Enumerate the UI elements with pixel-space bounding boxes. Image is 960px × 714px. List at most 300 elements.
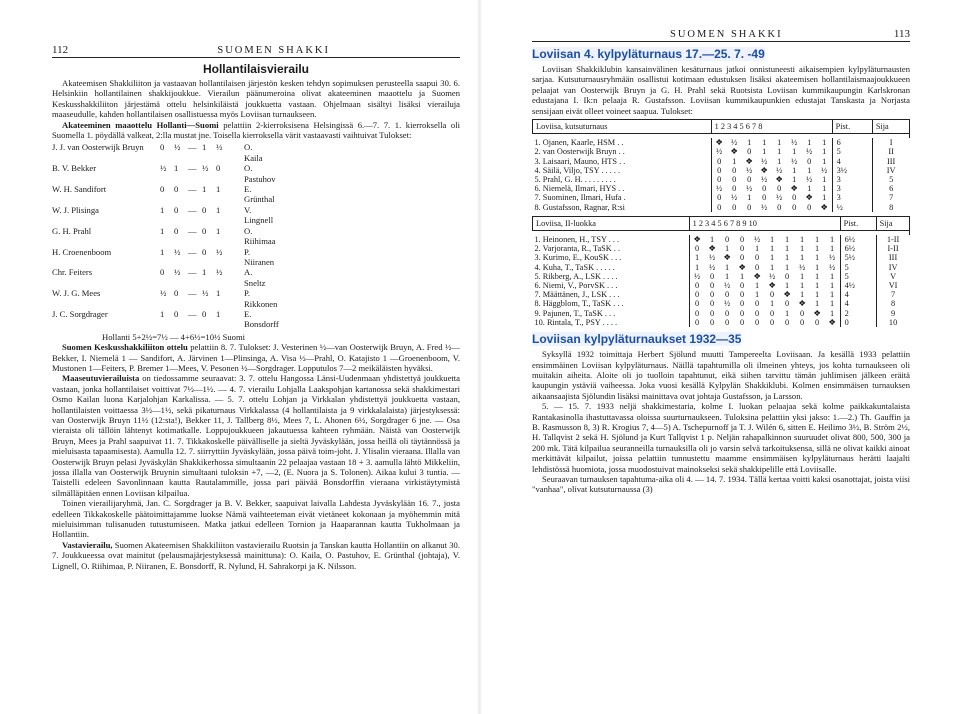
game-score: ½: [821, 165, 828, 175]
crosstable-row: [533, 281, 910, 290]
crosstable-header-rounds: 1 2 3 4 5 6 7 8: [711, 120, 832, 134]
game-score: 0: [755, 308, 760, 318]
game-score: ½: [746, 184, 753, 194]
diagonal-ornament-icon: ❖: [820, 202, 828, 212]
game-score: ½: [753, 235, 761, 245]
game-score: 0: [755, 262, 760, 272]
score-spacer: [230, 247, 244, 268]
game-score: 1: [777, 147, 782, 157]
game-score: 1: [785, 244, 790, 254]
result-score: 1: [202, 184, 207, 195]
result-score: 0: [160, 267, 165, 278]
player-points: 5: [840, 272, 876, 281]
game-score: 0: [732, 175, 737, 185]
result-score: 0: [202, 308, 207, 319]
results-total: Hollanti 5+2½=7½ — 4+6½=10½ Suomi: [102, 331, 246, 342]
result-score: —: [188, 246, 197, 257]
crosstable-row: [533, 290, 910, 299]
game-score: 1: [815, 253, 820, 263]
player-name: 6. Niemi, V., PorvSK . . .: [533, 281, 690, 290]
game-score: 1: [725, 244, 730, 254]
invitation-crosstable: [532, 119, 910, 212]
player-rank: 10: [888, 317, 898, 327]
game-score: 1: [747, 138, 752, 148]
game-score: 1: [800, 244, 805, 254]
result-score: 1: [202, 267, 207, 278]
result-score: ½: [174, 142, 181, 153]
finnish-player: V. Lingnell: [244, 204, 274, 226]
game-score: 1: [747, 193, 752, 203]
result-score: 1: [160, 246, 165, 257]
player-rank: I-II: [887, 244, 899, 254]
game-score: 0: [792, 193, 797, 203]
game-score: 1: [770, 253, 775, 263]
dutch-player: B. V. Bekker: [52, 163, 97, 174]
game-score: 1: [725, 271, 730, 281]
player-points: 3: [832, 193, 872, 202]
game-score: 1: [822, 184, 827, 194]
game-score: 1: [792, 175, 797, 185]
game-score: 1: [785, 262, 790, 272]
left-running-head: [52, 44, 460, 58]
match-lead: Akateeminen maaottelu Hollanti—Suomi: [62, 119, 219, 130]
crosstable-row: [533, 299, 910, 308]
score-spacer: [230, 142, 244, 163]
country-visits-paragraph: [52, 373, 460, 498]
return-visit-text: Suomen Akateemisen Shakkiliiton vastavierailu Ruotsin ja Tanskan kautta Hollantiin on alkanut 30. 7. Joukkueessa ovat mainitut (pelausmajärjestyksessä mainittuna): O. Kaila, O. Pastuhov, E. Grünthal (johtaja), V. Lignell, O. Riihimaa, P. Niiranen, E. Bonsdorff, R. Nylund, H. Sahrakorpi ja K. Nilsson.: [52, 539, 460, 571]
history-paragraph-3: Seuraavan turnauksen tapahtuma-aika oli 4. — 14. 7. 1934. Tällä kertaa voitti kaksi osanottajat, joista viisi "vanhaa", olivat kutsuturnaussa (3): [532, 473, 910, 495]
return-visit-paragraph: [52, 540, 460, 571]
player-rank: I: [889, 138, 893, 148]
result-score: 1: [216, 288, 221, 299]
dutch-player: W. J. G. Mees: [52, 288, 101, 299]
game-score: 0: [755, 253, 760, 263]
crosstable-header-points: Pist.: [832, 120, 872, 134]
result-row: [52, 267, 460, 288]
player-name: 8. Häggblom, T., TaSK . . .: [533, 299, 690, 308]
score-spacer: [230, 163, 244, 184]
finnish-player: A. Sneltz: [244, 267, 266, 288]
game-score: 0: [792, 202, 797, 212]
crosstable-row: [533, 263, 910, 272]
finnish-player: E. Bonsdorff: [244, 308, 279, 330]
result-score: 0: [160, 184, 165, 195]
game-score: 0: [710, 308, 715, 318]
crosstable-row: [533, 175, 910, 184]
history-paragraph-2: 5. — 15. 7. 1933 neljä shakkimestaria, kolme I. luokan pelaajaa sekä kolme paikkakuntalaista Rantakasinolla ihastuttavassa oloissa suurturnaukseen. Tuloksina pelattiin yksi jakso: 1.—2.) Th. Gauffin ja B. Rasmusson 8, 3) R. Krogius 7, 4—5) A. Tschepurnoff ja T. J. Wilén 6, sitten E. Heilimo 3½, B. Ström 2½, H. Tallqvist 2 sekä H. Sjölund ja Kurt Tallqvist 1 p. Neljän rahapalkinnon suuruudet olivat 800, 500, 300 ja 200 mk. Tätä kilpailua seuranneilla turnauksilla oli jo varsin selvä tarkoituksensa, sillä ne olivat kaikki ainoat merkittävät kilpailut, joissa pelattiin tunnustettu maamme ensimmäisen kylpyläturnaus herätti laajalti lehdistössä huomiota, jossa muodostuivat mainokseksi sekä shakkipelille että Loviisalle.: [532, 401, 910, 474]
game-score: ½: [731, 193, 738, 203]
result-score: 1: [202, 142, 207, 153]
game-score: 1: [815, 262, 820, 272]
result-score: ½: [202, 163, 209, 174]
game-score: 0: [695, 290, 700, 300]
diagonal-ornament-icon: ❖: [805, 193, 813, 203]
game-score: 0: [755, 317, 760, 327]
class2-crosstable-wrap: [532, 216, 910, 327]
game-score: 0: [770, 290, 775, 300]
game-score: 0: [770, 317, 775, 327]
score-spacer: [230, 226, 244, 247]
game-score: 1: [822, 193, 827, 203]
crosstable-header-name: Loviisa, II-luokka: [533, 216, 690, 230]
player-name: 1. Heinonen, H., TSY . . .: [533, 235, 690, 244]
right-running-head: [532, 28, 910, 42]
invitation-crosstable-wrap: [532, 119, 910, 212]
game-score: 1: [807, 165, 812, 175]
game-score: 1: [762, 147, 767, 157]
diagonal-ornament-icon: ❖: [693, 235, 701, 245]
player-points: 5: [840, 263, 876, 272]
result-row: [52, 142, 460, 163]
game-score: 0: [747, 147, 752, 157]
game-score: 1: [770, 299, 775, 309]
player-name: 3. Kurimo, E., KouSK . . .: [533, 253, 690, 262]
finnish-player: P. Rikkonen: [244, 288, 278, 309]
player-points: 6½: [840, 235, 876, 244]
history-heading: [532, 332, 910, 346]
game-score: 1: [830, 290, 835, 300]
tournament-intro-paragraph: Loviisan Shakkiklubin kansainvälinen kesäturnaus jatkoi onnistuneesti aikaisempien kylpyläturnausten sarjaa. Kutsuturnausryhmään osallistui kotimaan edustuksen lisäksi akateemisen hollantilaismaajoukkueen pelaajat van Oosterwijk Bruyn ja G. H. Prahl sekä Ruotsista Loviisan kummikaupungin Karlskronan edustajana I. Ik:n pelaaja R. Gustafsson. Loviisan kummikaupunkien edustajat Tanskasta ja Norjasta sensijaan eivät olleet voineet saapua. Tulokset:: [532, 64, 910, 116]
diagonal-ornament-icon: ❖: [828, 317, 836, 327]
finnish-player: O. Riihimaa: [244, 225, 276, 247]
finnish-player: E. Grünthal: [244, 184, 275, 205]
game-score: 0: [725, 235, 730, 245]
game-score: 1: [800, 290, 805, 300]
player-rank: 8: [889, 202, 894, 212]
crosstable-row: [533, 184, 910, 193]
score-spacer: [230, 205, 244, 226]
game-score: ½: [731, 138, 738, 148]
game-score: ½: [828, 262, 836, 272]
game-score: 0: [695, 308, 700, 318]
game-score: 0: [740, 308, 745, 318]
game-score: 1: [777, 138, 782, 148]
game-score: 1: [762, 138, 767, 148]
player-rank: III: [888, 253, 898, 263]
player-name: 2. van Oosterwijk Bruyn . .: [533, 147, 712, 156]
tournament-heading: [532, 47, 910, 61]
dutch-player: J. C. Sorgdrager: [52, 308, 108, 319]
match-text: pelattiin 2-kierroksisena Helsingissä 6.—7. 7. 1. kierroksella oli Suomella 1. pöydällä valkeat, 2:lla mustat jne. Toisella kierroksella värit vastaavasti vaihtuivat Tulokset:: [52, 119, 460, 141]
game-score: 0: [695, 299, 700, 309]
game-score: 0: [732, 202, 737, 212]
crosstable-row: [533, 138, 910, 147]
game-score: ½: [716, 147, 723, 157]
result-row: [52, 226, 460, 247]
result-score: 0: [174, 308, 179, 319]
return-visit-lead: Vastavierailu,: [62, 539, 113, 550]
player-name: 2. Varjoranta, R., TaSK . .: [533, 244, 690, 253]
diagonal-ornament-icon: ❖: [708, 244, 716, 254]
crosstable-header-rounds: 1 2 3 4 5 6 7 8 9 10: [689, 216, 840, 230]
club-match-paragraph: [52, 342, 460, 373]
result-score: 1: [160, 225, 165, 236]
dutch-player: H. Croenenboom: [52, 246, 112, 257]
game-score: 0: [800, 317, 805, 327]
game-score: 0: [807, 156, 812, 166]
diagonal-ornament-icon: ❖: [775, 175, 783, 185]
game-score: ½: [791, 138, 798, 148]
game-score: 0: [725, 290, 730, 300]
game-score: 1: [807, 138, 812, 148]
result-score: —: [188, 288, 197, 299]
game-score: 0: [762, 193, 767, 203]
diagonal-ornament-icon: ❖: [783, 290, 791, 300]
right-page: [480, 0, 960, 714]
crosstable-header-rank: Sija: [872, 120, 909, 134]
game-score: 1: [770, 244, 775, 254]
game-score: 1: [822, 156, 827, 166]
crosstable-row: [533, 309, 910, 318]
game-score: ½: [768, 271, 776, 281]
game-score: 1: [785, 235, 790, 245]
result-row: [52, 309, 460, 330]
player-name: 5. Prahl, G. H. . . . . . . . .: [533, 175, 712, 184]
game-score: 1: [800, 253, 805, 263]
result-score: —: [188, 163, 197, 174]
game-score: 1: [755, 281, 760, 291]
game-score: 0: [785, 317, 790, 327]
history-paragraph-1: Syksyllä 1932 toimittaja Herbert Sjölund muutti Tampereelta Loviisaan. Ja kesällä 1933 pelattiin ensimmäinen Loviisan kylpyläturnaus. Näillä tapahtumilla oli ilmeinen yhteys, jos kohta turnaukseen oli muitakin aiheita. Aloite oli jo tuolloin tapahtunut, eikä siihen tarvittu tämän juhlimisen jälkeen eräitä kaupungin ystäviä vaiheessa. Joka vuosi kesällä Kylpylän Shakkiklubi. Kolmen ensimmäisen turnauksen aikaansaajista Sjölundin lisäksi mainittava ovat johtaja Gustafsson, ja Larsson.: [532, 349, 910, 401]
crosstable-row: [533, 147, 910, 156]
game-score: 0: [717, 165, 722, 175]
player-rank: 6: [889, 184, 894, 194]
game-score: 0: [710, 290, 715, 300]
game-score: 1: [785, 253, 790, 263]
game-score: 0: [740, 299, 745, 309]
diagonal-ornament-icon: ❖: [798, 299, 806, 309]
game-score: 0: [710, 317, 715, 327]
crosstable-row: [533, 166, 910, 175]
second-group-paragraph: Toinen vierailijaryhmä, Jan. C. Sorgdrager ja B. V. Bekker, saapuivat laivalla Lahdesta Jyväskylään 16. 7., josta edelleen Tikkakoskelle päätoimittajamme luokse Nämä vaihteeteman eivät vietäneet kokonaan ja myöhemmin mitä mieluisimman tulisanuden tutustumiseen. Matka jatkui edelleen Tornion ja Haaparannan kautta Tukholmaan ja Hollantiin.: [52, 498, 460, 540]
score-spacer: [230, 288, 244, 309]
dutch-player: W. J. Plisinga: [52, 204, 99, 215]
game-score: 0: [732, 184, 737, 194]
class2-crosstable: [532, 216, 910, 327]
result-score: ½: [216, 246, 223, 257]
player-points: 2: [840, 309, 876, 318]
result-score: ½: [216, 267, 223, 278]
game-score: ½: [806, 147, 813, 157]
player-rank: 8: [890, 299, 896, 309]
game-score: 1: [830, 281, 835, 291]
result-score: ½: [174, 246, 181, 257]
game-score: 0: [777, 202, 782, 212]
result-score: —: [188, 204, 197, 215]
player-points: 3: [832, 184, 872, 193]
finnish-player: O. Pastuhov: [244, 163, 276, 184]
game-score: 0: [710, 299, 715, 309]
game-score: 0: [785, 299, 790, 309]
player-points: 4: [840, 299, 876, 308]
player-rank: V: [890, 271, 897, 281]
section-title: Hollantilaisvierailu: [202, 62, 310, 76]
game-score: 0: [740, 235, 745, 245]
game-score: 0: [755, 299, 760, 309]
finnish-player: O. Kaila: [244, 142, 263, 163]
result-row: [52, 288, 460, 309]
diagonal-ornament-icon: ❖: [715, 138, 723, 148]
crosstable-row: [533, 244, 910, 253]
game-score: ½: [723, 281, 731, 291]
club-match-lead: Suomen Keskusshakkiliiton ottelu: [62, 342, 188, 353]
player-points: 3: [832, 175, 872, 184]
game-score: 0: [695, 317, 700, 327]
game-score: 0: [695, 244, 700, 254]
player-name: 4. Kuha, T., TaSK . . . . .: [533, 263, 690, 272]
result-score: 1: [216, 204, 221, 215]
game-score: 0: [800, 308, 805, 318]
game-score: 0: [740, 281, 745, 291]
game-score: 1: [770, 235, 775, 245]
game-score: 0: [785, 271, 790, 281]
diagonal-ornament-icon: ❖: [723, 253, 731, 263]
game-score: 0: [725, 308, 730, 318]
running-title: SUOMEN SHAKKI: [217, 45, 330, 56]
game-score: ½: [806, 175, 813, 185]
player-rank: II: [888, 147, 894, 157]
game-score: 0: [747, 175, 752, 185]
game-score: 1: [725, 262, 730, 272]
game-score: 1: [830, 299, 835, 309]
crosstable-row: [533, 193, 910, 202]
crosstable-row: [533, 272, 910, 281]
result-score: 1: [174, 163, 179, 174]
game-score: ½: [791, 156, 798, 166]
game-score: 1: [732, 156, 737, 166]
game-score: 1: [830, 271, 835, 281]
player-name: 6. Niemelä, Ilmari, HYS . .: [533, 184, 712, 193]
diagonal-ornament-icon: ❖: [768, 281, 776, 291]
result-score: ½: [216, 142, 223, 153]
game-score: 1: [815, 244, 820, 254]
game-score: 1: [710, 235, 715, 245]
diagonal-ornament-icon: ❖: [745, 156, 753, 166]
game-score: 1: [815, 281, 820, 291]
game-score: 1: [740, 271, 745, 281]
player-points: 6: [832, 138, 872, 147]
game-score: ½: [693, 271, 701, 281]
player-name: 3. Laisaari, Mauno, HTS . .: [533, 157, 712, 166]
result-score: 1: [216, 225, 221, 236]
crosstable-header-name: Loviisa, kutsuturnaus: [533, 120, 712, 134]
player-points: 6½: [840, 244, 876, 253]
crosstable-row: [533, 203, 910, 212]
player-rank: 7: [889, 193, 894, 203]
dutch-player: W. H. Sandifort: [52, 184, 107, 195]
player-points: 3½: [832, 166, 872, 175]
player-name: 5. Rikberg, A., LSK . . . .: [533, 272, 690, 281]
game-score: 0: [762, 184, 767, 194]
result-score: 0: [160, 142, 165, 153]
game-score: 1: [777, 156, 782, 166]
game-score: 0: [777, 184, 782, 194]
player-name: 7. Suominen, Ilmari, Hufa .: [533, 193, 712, 202]
diagonal-ornament-icon: ❖: [790, 184, 798, 194]
result-score: —: [188, 267, 197, 278]
result-score: 0: [202, 204, 207, 215]
game-score: 0: [807, 202, 812, 212]
player-points: 4: [832, 157, 872, 166]
player-rank: 5: [889, 175, 894, 185]
dutch-player: G. H. Prahl: [52, 225, 92, 236]
player-points: 5: [832, 147, 872, 156]
page-number: 113: [893, 28, 910, 40]
player-name: 8. Gustafsson, Ragnar, R:si: [533, 203, 712, 212]
game-score: ½: [828, 253, 836, 263]
diagonal-ornament-icon: ❖: [730, 147, 738, 157]
result-score: 0: [202, 246, 207, 257]
player-name: 4. Säilä, Viljo, TSY . . . . .: [533, 166, 712, 175]
game-score: 1: [815, 299, 820, 309]
result-score: 0: [174, 204, 179, 215]
game-score: 0: [717, 175, 722, 185]
player-points: 5½: [840, 253, 876, 262]
game-score: 1: [800, 271, 805, 281]
score-spacer: [230, 267, 244, 288]
intro-paragraph: Akateemisen Shakkiliiton ja vastaavan hollantilaisen järjestön kesken tehdyn sopimuksen perusteella saapui 30. 6. Helsinkiin hollantilainen shakkijoukkue. Vierailun päänumeroina olivat akateeminen maaottelu ja Suomen Keskusshakkiliiton järjestämä ottelu helsinkiläistä joukkuetta vastaan. Ohjelmaan sisältyi lisäksi vierailuja maaseudulle, kahden hollantilaisen osallistuessa myös Loviisan turnaukseen.: [52, 78, 460, 120]
result-score: 0: [174, 288, 179, 299]
result-score: 1: [160, 308, 165, 319]
crosstable-row: [533, 253, 910, 262]
game-score: ½: [761, 175, 768, 185]
game-score: 1: [792, 147, 797, 157]
player-rank: III: [887, 156, 896, 166]
dutch-player: Chr. Feiters: [52, 267, 93, 278]
player-name: 9. Pajunen, T., TaSK . . .: [533, 309, 690, 318]
game-score: ½: [723, 299, 731, 309]
game-score: ½: [708, 262, 716, 272]
diagonal-ornament-icon: ❖: [760, 165, 768, 175]
result-score: 1: [216, 308, 221, 319]
game-score: 1: [830, 244, 835, 254]
game-score: 0: [740, 244, 745, 254]
score-spacer: [230, 184, 244, 205]
game-score: ½: [761, 156, 768, 166]
game-score: 1: [770, 262, 775, 272]
game-score: ½: [776, 193, 783, 203]
game-score: 1: [822, 147, 827, 157]
crosstable-header-points: Pist.: [840, 216, 876, 230]
result-score: ½: [174, 267, 181, 278]
score-spacer: [230, 309, 244, 330]
match-paragraph: [52, 120, 460, 141]
game-score: 0: [717, 202, 722, 212]
result-score: ½: [202, 288, 209, 299]
game-score: 1: [755, 244, 760, 254]
result-row: [52, 205, 460, 226]
game-score: 1: [800, 235, 805, 245]
history-heading-text: Loviisan kylpyläturnaukset 1932—35: [532, 332, 742, 347]
game-score: 1: [815, 235, 820, 245]
game-score: 0: [747, 202, 752, 212]
result-row: [52, 184, 460, 205]
player-points: 4: [840, 290, 876, 299]
page-number: 112: [52, 44, 69, 56]
game-score: ½: [776, 165, 783, 175]
tournament-heading-text: Loviisan 4. kylpyläturnaus 17.—25. 7. -49: [532, 47, 765, 61]
crosstable-header-rank: Sija: [876, 216, 909, 230]
result-score: ½: [160, 163, 167, 174]
game-score: 0: [770, 308, 775, 318]
game-score: 1: [785, 281, 790, 291]
game-score: 0: [740, 290, 745, 300]
game-score: 1: [815, 271, 820, 281]
game-score: ½: [716, 184, 723, 194]
result-score: —: [188, 308, 197, 319]
game-score: ½: [708, 253, 716, 263]
game-score: 0: [717, 156, 722, 166]
